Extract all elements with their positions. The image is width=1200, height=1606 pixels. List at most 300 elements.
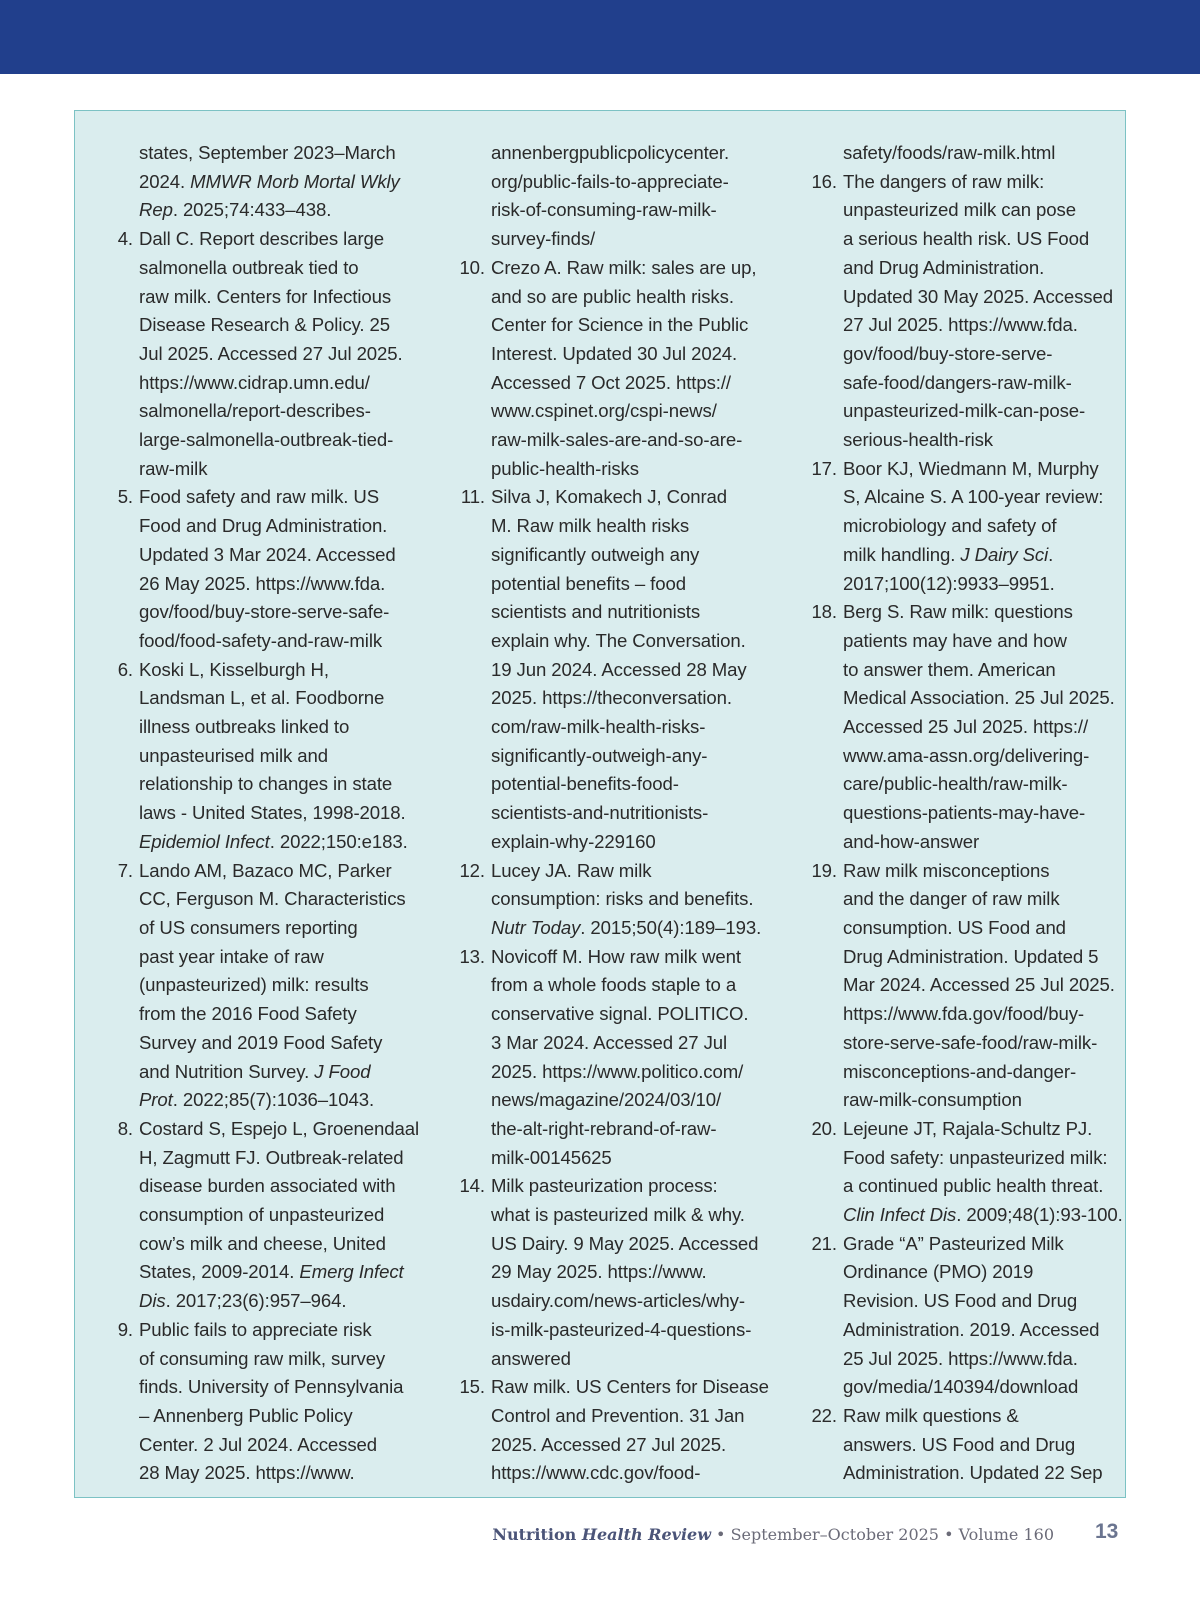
reference-number: 8. [117, 1117, 133, 1139]
footer-journal-line [480, 1525, 1054, 1544]
reference-text: salmonella/report-describes- [139, 400, 371, 422]
reference-line [843, 971, 1143, 1000]
reference-text: a continued public health threat. [843, 1175, 1104, 1197]
reference-text: Accessed 25 Jul 2025. https:// [843, 716, 1089, 738]
reference-text: . 2015;50(4):189–193. [580, 916, 762, 938]
reference-line [843, 1144, 1143, 1173]
reference-line [843, 598, 1143, 627]
reference-item [803, 1402, 1143, 1488]
reference-item [803, 598, 1143, 856]
reference-line [491, 1316, 791, 1345]
reference-line [139, 340, 439, 369]
reference-text: salmonella outbreak tied to [139, 256, 359, 278]
reference-item [803, 1115, 1143, 1230]
reference-text: CC, Ferguson M. Characteristics [139, 888, 406, 910]
reference-text: Food safety and raw milk. US [139, 486, 380, 508]
reference-line [843, 1115, 1143, 1144]
reference-line [491, 139, 791, 168]
journal-title-italic: MMWR Morb Mortal Wkly [190, 170, 400, 192]
reference-line [139, 627, 439, 656]
reference-line [491, 627, 791, 656]
reference-line [843, 1086, 1143, 1115]
reference-line [843, 570, 1143, 599]
reference-line [843, 799, 1143, 828]
reference-item [99, 139, 439, 225]
reference-line [491, 1287, 791, 1316]
reference-text: Ordinance (PMO) 2019 [843, 1261, 1034, 1283]
reference-line [491, 799, 791, 828]
reference-number: 9. [117, 1318, 133, 1340]
issue-info: • September–October 2025 • Volume 160 [710, 1525, 1054, 1544]
reference-line [139, 713, 439, 742]
reference-text: significantly outweigh any [491, 543, 700, 565]
reference-text: gov/food/buy-store-serve- [843, 342, 1053, 364]
reference-line [491, 1172, 791, 1201]
journal-title-italic: Dis [139, 1290, 166, 1312]
reference-text: annenbergpublicpolicycenter. [491, 142, 730, 163]
reference-line [139, 168, 439, 197]
reference-text: . [1048, 543, 1054, 565]
reference-item [803, 139, 1143, 168]
reference-line [843, 656, 1143, 685]
reference-text: care/public-health/raw-milk- [843, 773, 1068, 795]
reference-line [491, 254, 791, 283]
reference-text: questions-patients-may-have- [843, 802, 1086, 824]
reference-text: Berg S. Raw milk: questions [843, 601, 1073, 623]
reference-text: of consuming raw milk, survey [139, 1347, 386, 1369]
reference-line [139, 943, 439, 972]
reference-line [491, 1058, 791, 1087]
reference-text: is-milk-pasteurized-4-questions- [491, 1318, 752, 1340]
reference-text: https://www.cdc.gov/food- [491, 1462, 701, 1484]
reference-line [491, 196, 791, 225]
reference-item [451, 254, 791, 484]
reference-text: raw milk. Centers for Infectious [139, 285, 392, 307]
references-column-3 [803, 139, 1143, 1488]
reference-item [99, 225, 439, 483]
reference-text: H, Zagmutt FJ. Outbreak-related [139, 1146, 404, 1168]
reference-line [139, 1258, 439, 1287]
reference-text: serious-health-risk [843, 429, 994, 451]
reference-line [491, 971, 791, 1000]
reference-line [139, 1431, 439, 1460]
reference-text: consumption of unpasteurized [139, 1204, 385, 1226]
reference-line [139, 1144, 439, 1173]
reference-number: 10. [459, 256, 485, 278]
reference-text: Boor KJ, Wiedmann M, Murphy [843, 457, 1099, 479]
reference-line [843, 369, 1143, 398]
references-column-1 [99, 139, 439, 1488]
reference-text: Milk pasteurization process: [491, 1175, 718, 1197]
reference-line [139, 369, 439, 398]
reference-text: safe-food/dangers-raw-milk- [843, 371, 1072, 393]
reference-text: explain why. The Conversation. [491, 629, 746, 651]
reference-text: usdairy.com/news-articles/why- [491, 1290, 745, 1312]
reference-line [139, 1402, 439, 1431]
reference-text: Silva J, Komakech J, Conrad [491, 486, 728, 508]
reference-line [491, 1402, 791, 1431]
reference-line [843, 139, 1143, 168]
reference-text: M. Raw milk health risks [491, 515, 690, 537]
reference-text: public-health-risks [491, 457, 639, 479]
header-band [0, 0, 1200, 74]
reference-line [491, 1086, 791, 1115]
reference-line [139, 1287, 439, 1316]
reference-text: Medical Association. 25 Jul 2025. [843, 687, 1115, 709]
reference-text: Drug Administration. Updated 5 [843, 945, 1099, 967]
reference-text: Revision. US Food and Drug [843, 1290, 1078, 1312]
reference-number: 6. [117, 658, 133, 680]
reference-text: Updated 3 Mar 2024. Accessed [139, 543, 396, 565]
journal-title-italic: Prot [139, 1089, 173, 1111]
reference-line [843, 1402, 1143, 1431]
reference-line [843, 283, 1143, 312]
reference-line [139, 1345, 439, 1374]
reference-text: consumption. US Food and [843, 916, 1066, 938]
reference-line [491, 1459, 791, 1488]
reference-line [139, 1230, 439, 1259]
reference-text: Food and Drug Administration. [139, 515, 388, 537]
reference-text: Disease Research & Policy. 25 [139, 314, 390, 336]
journal-title-italic: J Food [314, 1060, 371, 1082]
reference-text: risk-of-consuming-raw-milk- [491, 199, 717, 221]
reference-text: what is pasteurized milk & why. [491, 1204, 745, 1226]
reference-line [139, 139, 439, 168]
reference-text: Interest. Updated 30 Jul 2024. [491, 342, 738, 364]
reference-item [451, 943, 791, 1173]
journal-title-italic: Epidemiol Infect [139, 830, 270, 852]
reference-line [843, 713, 1143, 742]
reference-text: significantly-outweigh-any- [491, 744, 708, 766]
reference-text: disease burden associated with [139, 1175, 396, 1197]
reference-line [843, 1000, 1143, 1029]
reference-line [843, 512, 1143, 541]
reference-text: and Nutrition Survey. [139, 1060, 315, 1082]
reference-line [491, 770, 791, 799]
reference-text: gov/media/140394/download [843, 1376, 1079, 1398]
reference-text: unpasteurized milk can pose [843, 199, 1076, 221]
reference-text: 28 May 2025. https://www. [139, 1462, 355, 1484]
reference-line [491, 283, 791, 312]
reference-text: US Dairy. 9 May 2025. Accessed [491, 1232, 759, 1254]
reference-line [139, 570, 439, 599]
reference-line [139, 598, 439, 627]
reference-line [491, 885, 791, 914]
reference-text: laws - United States, 1998-2018. [139, 802, 406, 824]
reference-line [843, 914, 1143, 943]
reference-line [139, 742, 439, 771]
reference-text: explain-why-229160 [491, 830, 656, 852]
reference-line [491, 570, 791, 599]
reference-text: states, September 2023–March [139, 142, 396, 163]
reference-line [843, 168, 1143, 197]
reference-text: . 2017;23(6):957–964. [165, 1290, 347, 1312]
reference-line [843, 541, 1143, 570]
reference-line [491, 512, 791, 541]
reference-line [491, 598, 791, 627]
reference-text: 2017;100(12):9933–9951. [843, 572, 1055, 594]
reference-text: gov/food/buy-store-serve-safe- [139, 601, 390, 623]
reference-item [451, 1373, 791, 1488]
reference-text: States, 2009-2014. [139, 1261, 300, 1283]
reference-line [139, 971, 439, 1000]
reference-line [843, 254, 1143, 283]
reference-text: survey-finds/ [491, 228, 596, 250]
reference-text: scientists and nutritionists [491, 601, 701, 623]
reference-line [491, 1201, 791, 1230]
reference-line [491, 1345, 791, 1374]
reference-text: cow’s milk and cheese, United [139, 1232, 386, 1254]
reference-line [139, 885, 439, 914]
reference-number: 18. [811, 601, 837, 623]
reference-text: patients may have and how [843, 629, 1067, 651]
reference-text: answered [491, 1347, 571, 1369]
reference-line [139, 512, 439, 541]
reference-text: the-alt-right-rebrand-of-raw- [491, 1117, 717, 1139]
reference-text: finds. University of Pennsylvania [139, 1376, 404, 1398]
reference-line [139, 1058, 439, 1087]
reference-number: 21. [811, 1232, 837, 1254]
reference-text: 29 May 2025. https://www. [491, 1261, 707, 1283]
reference-text: org/public-fails-to-appreciate- [491, 170, 729, 192]
reference-text: Control and Prevention. 31 Jan [491, 1404, 745, 1426]
reference-line [843, 1029, 1143, 1058]
journal-title-italic: Emerg Infect [299, 1261, 404, 1283]
reference-line [843, 1345, 1143, 1374]
reference-line [843, 426, 1143, 455]
reference-text: and Drug Administration. [843, 256, 1045, 278]
reference-text: Lucey JA. Raw milk [491, 859, 652, 881]
reference-item [99, 857, 439, 1115]
reference-line [491, 914, 791, 943]
reference-line [491, 1258, 791, 1287]
reference-line [139, 196, 439, 225]
reference-text: illness outbreaks linked to [139, 716, 350, 738]
reference-line [491, 1431, 791, 1460]
reference-text: Public fails to appreciate risk [139, 1318, 372, 1340]
reference-line [491, 1373, 791, 1402]
reference-text: food/food-safety-and-raw-milk [139, 629, 383, 651]
reference-text: Center for Science in the Public [491, 314, 749, 336]
reference-text: raw-milk-sales-are-and-so-are- [491, 429, 743, 451]
reference-text: . 2025;74:433–438. [172, 199, 332, 221]
reference-text: store-serve-safe-food/raw-milk- [843, 1031, 1098, 1053]
reference-item [451, 857, 791, 943]
reference-item [99, 1115, 439, 1316]
reference-line [139, 541, 439, 570]
reference-line [139, 483, 439, 512]
reference-item [99, 1316, 439, 1488]
reference-text: potential benefits – food [491, 572, 686, 594]
reference-line [491, 742, 791, 771]
reference-line [491, 1029, 791, 1058]
reference-item [803, 168, 1143, 455]
reference-line [843, 1287, 1143, 1316]
reference-line [843, 943, 1143, 972]
reference-item [99, 483, 439, 655]
reference-line [843, 225, 1143, 254]
reference-text: 3 Mar 2024. Accessed 27 Jul [491, 1031, 728, 1053]
journal-name-part2: Health Review [581, 1525, 711, 1544]
reference-text: and-how-answer [843, 830, 980, 852]
reference-text: unpasteurized-milk-can-pose- [843, 400, 1086, 422]
reference-line [843, 770, 1143, 799]
reference-line [843, 1230, 1143, 1259]
reference-line [843, 1316, 1143, 1345]
reference-line [491, 943, 791, 972]
reference-line [139, 684, 439, 713]
reference-line [491, 483, 791, 512]
reference-text: answers. US Food and Drug [843, 1433, 1076, 1455]
reference-text: 2025. https://theconversation. [491, 687, 732, 709]
reference-line [139, 225, 439, 254]
journal-title-italic: Clin Infect Dis [843, 1204, 957, 1226]
reference-text: Administration. 2019. Accessed [843, 1318, 1100, 1340]
reference-line [491, 397, 791, 426]
reference-text: S, Alcaine S. A 100-year review: [843, 486, 1104, 508]
reference-line [139, 857, 439, 886]
reference-text: from a whole foods staple to a [491, 974, 737, 996]
reference-line [491, 713, 791, 742]
reference-number: 5. [117, 486, 133, 508]
reference-line [843, 196, 1143, 225]
reference-text: from the 2016 Food Safety [139, 1003, 357, 1025]
reference-line [843, 1201, 1143, 1230]
reference-line [491, 1230, 791, 1259]
reference-line [843, 311, 1143, 340]
reference-text: Raw milk. US Centers for Disease [491, 1376, 769, 1398]
reference-line [139, 914, 439, 943]
reference-line [491, 311, 791, 340]
reference-line [139, 1172, 439, 1201]
reference-text: https://www.fda.gov/food/buy- [843, 1003, 1085, 1025]
reference-line [139, 1029, 439, 1058]
reference-text: of US consumers reporting [139, 916, 358, 938]
reference-text: unpasteurised milk and [139, 744, 329, 766]
reference-line [843, 1459, 1143, 1488]
reference-line [843, 885, 1143, 914]
reference-text: potential-benefits-food- [491, 773, 679, 795]
reference-line [491, 168, 791, 197]
reference-text: raw-milk [139, 457, 208, 479]
reference-text: com/raw-milk-health-risks- [491, 716, 706, 738]
reference-text: Koski L, Kisselburgh H, [139, 658, 329, 680]
reference-line [843, 627, 1143, 656]
reference-text: Survey and 2019 Food Safety [139, 1031, 383, 1053]
reference-line [843, 857, 1143, 886]
reference-line [843, 340, 1143, 369]
reference-line [139, 254, 439, 283]
reference-line [843, 742, 1143, 771]
reference-text: Lando AM, Bazaco MC, Parker [139, 859, 392, 881]
reference-line [139, 1373, 439, 1402]
reference-line [139, 311, 439, 340]
reference-text: Landsman L, et al. Foodborne [139, 687, 385, 709]
reference-number: 11. [460, 486, 485, 508]
reference-line [843, 397, 1143, 426]
reference-line [843, 1258, 1143, 1287]
reference-line [491, 1144, 791, 1173]
reference-text: The dangers of raw milk: [843, 170, 1045, 192]
reference-text: Raw milk misconceptions [843, 859, 1050, 881]
reference-text: Accessed 7 Oct 2025. https:// [491, 371, 731, 393]
reference-number: 13. [459, 945, 485, 967]
reference-line [139, 656, 439, 685]
reference-text: www.cspinet.org/cspi-news/ [491, 400, 717, 422]
reference-line [139, 426, 439, 455]
reference-line [139, 770, 439, 799]
reference-line [843, 684, 1143, 713]
reference-item [803, 857, 1143, 1115]
reference-text: https://www.cidrap.umn.edu/ [139, 371, 370, 393]
reference-number: 14. [459, 1175, 485, 1197]
reference-line [139, 283, 439, 312]
reference-line [139, 1000, 439, 1029]
reference-text: Raw milk questions & [843, 1404, 1019, 1426]
reference-text: relationship to changes in state [139, 773, 393, 795]
reference-text: . 2022;150:e183. [269, 830, 408, 852]
reference-text: and so are public health risks. [491, 285, 734, 307]
reference-line [139, 1459, 439, 1488]
reference-text: 26 May 2025. https://www.fda. [139, 572, 386, 594]
reference-text: raw-milk-consumption [843, 1089, 1022, 1111]
reference-text: 2025. https://www.politico.com/ [491, 1060, 744, 1082]
reference-line [843, 455, 1143, 484]
reference-text: Jul 2025. Accessed 27 Jul 2025. [139, 342, 403, 364]
reference-text: Lejeune JT, Rajala-Schultz PJ. [843, 1117, 1093, 1139]
reference-text: Center. 2 Jul 2024. Accessed [139, 1433, 378, 1455]
reference-text: microbiology and safety of [843, 515, 1057, 537]
reference-item [803, 1230, 1143, 1402]
reference-text: Costard S, Espejo L, Groenendaal [139, 1117, 420, 1139]
reference-text: Dall C. Report describes large [139, 228, 385, 250]
reference-line [139, 1201, 439, 1230]
reference-text: 19 Jun 2024. Accessed 28 May [491, 658, 747, 680]
reference-line [843, 1172, 1143, 1201]
reference-text: 27 Jul 2025. https://www.fda. [843, 314, 1078, 336]
reference-number: 20. [811, 1117, 837, 1139]
reference-text: (unpasteurized) milk: results [139, 974, 369, 996]
reference-number: 15. [459, 1376, 485, 1398]
reference-line [491, 455, 791, 484]
reference-text: a serious health risk. US Food [843, 228, 1090, 250]
journal-title-italic: J Dairy Sci [960, 543, 1049, 565]
reference-line [491, 225, 791, 254]
reference-number: 7. [117, 859, 133, 881]
reference-number: 12. [459, 859, 485, 881]
reference-line [491, 426, 791, 455]
journal-title-italic: Rep [139, 199, 173, 221]
reference-line [491, 1000, 791, 1029]
reference-text: past year intake of raw [139, 945, 324, 967]
reference-line [139, 799, 439, 828]
reference-line [843, 1373, 1143, 1402]
references-column-2 [451, 139, 791, 1488]
reference-line [139, 1086, 439, 1115]
reference-line [491, 656, 791, 685]
reference-number: 22. [811, 1404, 837, 1426]
reference-text: Administration. Updated 22 Sep [843, 1462, 1103, 1484]
reference-line [139, 1115, 439, 1144]
reference-line [843, 1058, 1143, 1087]
reference-text: Food safety: unpasteurized milk: [843, 1146, 1108, 1168]
reference-text: and the danger of raw milk [843, 888, 1060, 910]
reference-text: scientists-and-nutritionists- [491, 802, 709, 824]
reference-item [99, 656, 439, 857]
page-number: 13 [1095, 1520, 1119, 1543]
reference-line [491, 340, 791, 369]
reference-text: 2025. Accessed 27 Jul 2025. [491, 1433, 727, 1455]
